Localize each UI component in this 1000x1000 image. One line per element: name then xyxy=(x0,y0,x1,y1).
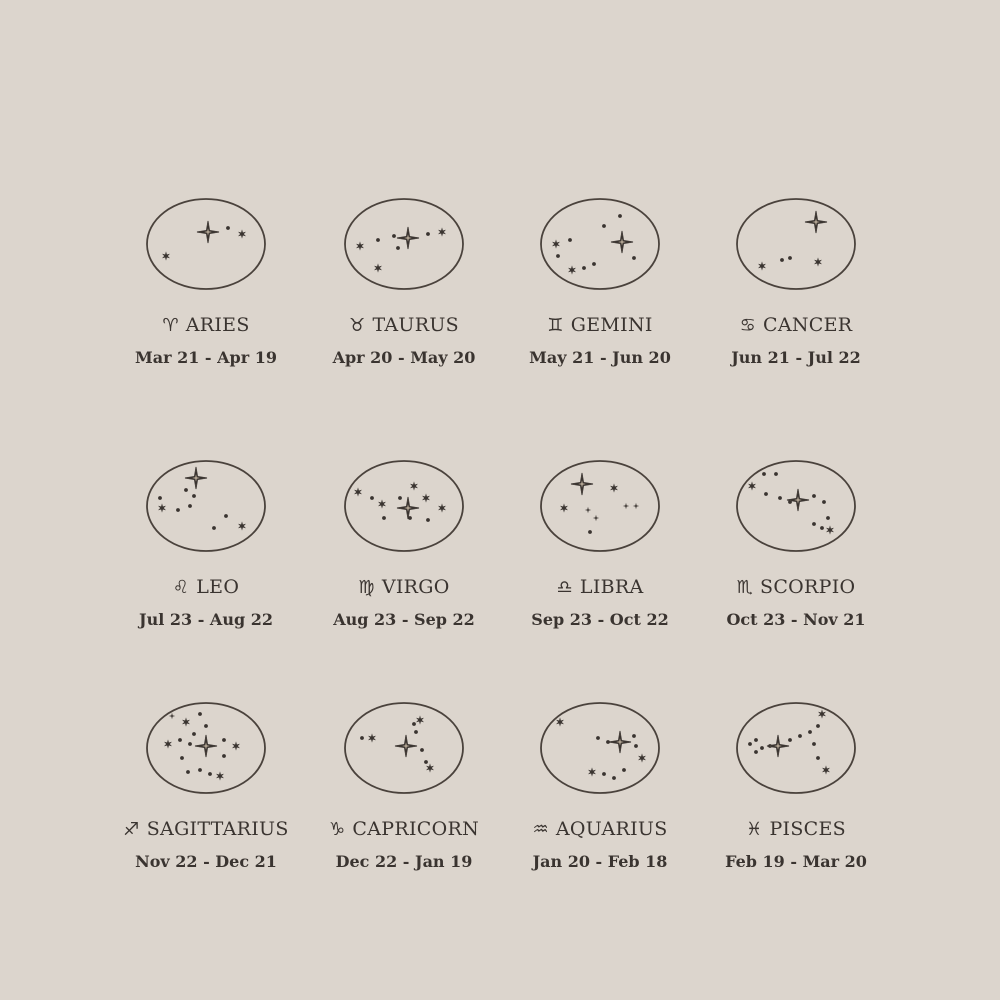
star-small xyxy=(438,227,446,236)
star-dot xyxy=(376,238,380,242)
constellation-frame xyxy=(737,199,855,289)
star-small xyxy=(374,263,382,272)
sign-dates: Jul 23 - Aug 22 xyxy=(139,610,273,629)
sign-label xyxy=(696,314,896,336)
constellation-sagittarius xyxy=(144,700,268,796)
star-dot xyxy=(788,256,792,260)
sign-dates: Jan 20 - Feb 18 xyxy=(532,852,668,871)
star-bright xyxy=(767,735,789,757)
star-dot xyxy=(212,526,216,530)
star-dot xyxy=(760,746,764,750)
star-bright xyxy=(609,731,631,753)
sign-name: PISCES xyxy=(769,818,846,840)
star-bright xyxy=(195,735,217,757)
constellation-cancer xyxy=(734,196,858,292)
star-tiny xyxy=(585,507,591,513)
zodiac-card-libra xyxy=(500,458,720,658)
constellation-frame xyxy=(541,703,659,793)
constellation-frame xyxy=(147,461,265,551)
star-dot xyxy=(612,776,616,780)
sign-name: SCORPIO xyxy=(760,576,856,598)
star-dot xyxy=(764,492,768,496)
capricorn-symbol-icon: ♑ xyxy=(328,819,346,840)
star-dot xyxy=(424,760,428,764)
star-dot xyxy=(582,266,586,270)
sign-dates: May 21 - Jun 20 xyxy=(529,348,671,367)
zodiac-card-cancer xyxy=(696,196,916,396)
star-dot xyxy=(808,730,812,734)
star-dot xyxy=(826,516,830,520)
sign-dates: Apr 20 - May 20 xyxy=(332,348,476,367)
star-dot xyxy=(812,522,816,526)
star-dot xyxy=(158,496,162,500)
aries-symbol-icon: ♈ xyxy=(162,315,179,336)
sagittarius-symbol-icon: ♐ xyxy=(123,819,140,840)
star-small xyxy=(438,503,446,512)
gemini-symbol-icon: ♊ xyxy=(547,315,564,336)
star-dot xyxy=(188,504,192,508)
star-dot xyxy=(812,742,816,746)
virgo-symbol-icon: ♍ xyxy=(358,577,375,598)
zodiac-card-aquarius xyxy=(500,700,720,900)
star-small xyxy=(216,771,224,780)
sign-name: CANCER xyxy=(763,314,853,336)
star-dot xyxy=(222,754,226,758)
star-dot xyxy=(618,214,622,218)
star-small xyxy=(568,265,576,274)
star-tiny xyxy=(623,503,629,509)
constellation-frame xyxy=(541,461,659,551)
star-small xyxy=(162,251,170,260)
sign-name: LIBRA xyxy=(579,576,644,598)
star-dot xyxy=(222,738,226,742)
star-dot xyxy=(812,494,816,498)
zodiac-card-taurus xyxy=(304,196,524,396)
star-tiny xyxy=(593,515,599,521)
star-small xyxy=(238,229,246,238)
sign-label xyxy=(500,818,700,840)
libra-symbol-icon: ♎ xyxy=(556,577,573,598)
star-small xyxy=(588,767,596,776)
sign-dates: Sep 23 - Oct 22 xyxy=(531,610,669,629)
star-dot xyxy=(184,488,188,492)
constellation-capricorn xyxy=(342,700,466,796)
star-dot xyxy=(408,516,412,520)
zodiac-card-capricorn xyxy=(304,700,524,900)
star-dot xyxy=(634,744,638,748)
sign-name: TAURUS xyxy=(372,314,459,336)
star-dot xyxy=(398,496,402,500)
star-dot xyxy=(426,232,430,236)
constellation-frame xyxy=(345,703,463,793)
star-dot xyxy=(192,732,196,736)
star-dot xyxy=(774,472,778,476)
star-small xyxy=(232,741,240,750)
star-dot xyxy=(778,496,782,500)
star-small xyxy=(560,503,568,512)
star-dot xyxy=(208,772,212,776)
sign-name: LEO xyxy=(196,576,240,598)
sign-dates: Nov 22 - Dec 21 xyxy=(135,852,277,871)
star-dot xyxy=(198,712,202,716)
sign-dates: Mar 21 - Apr 19 xyxy=(135,348,277,367)
star-small xyxy=(182,717,190,726)
star-dot xyxy=(632,256,636,260)
constellation-aries xyxy=(144,196,268,292)
star-dot xyxy=(568,238,572,242)
star-bright xyxy=(611,231,633,253)
sign-label xyxy=(696,818,896,840)
star-dot xyxy=(602,224,606,228)
constellation-libra xyxy=(538,458,662,554)
sign-name: CAPRICORN xyxy=(352,818,480,840)
taurus-symbol-icon: ♉ xyxy=(349,315,366,336)
star-dot xyxy=(556,254,560,258)
star-small xyxy=(638,753,646,762)
star-dot xyxy=(788,738,792,742)
sign-dates: Oct 23 - Nov 21 xyxy=(726,610,866,629)
star-dot xyxy=(176,508,180,512)
star-dot xyxy=(226,226,230,230)
star-small xyxy=(426,763,434,772)
star-dot xyxy=(754,750,758,754)
zodiac-card-sagittarius xyxy=(106,700,326,900)
star-dot xyxy=(426,518,430,522)
star-dot xyxy=(588,530,592,534)
star-bright xyxy=(805,211,827,233)
scorpio-symbol-icon: ♏ xyxy=(736,577,754,598)
star-small xyxy=(410,481,418,490)
star-dot xyxy=(622,768,626,772)
star-small xyxy=(818,709,826,718)
sign-dates: Jun 21 - Jul 22 xyxy=(731,348,861,367)
star-tiny xyxy=(169,713,175,719)
star-small xyxy=(378,499,386,508)
star-dot xyxy=(420,748,424,752)
zodiac-card-virgo xyxy=(304,458,524,658)
star-bright xyxy=(787,489,809,511)
star-bright xyxy=(185,467,207,489)
constellation-virgo xyxy=(342,458,466,554)
zodiac-card-scorpio xyxy=(696,458,916,658)
sign-label xyxy=(304,576,504,598)
star-dot xyxy=(178,738,182,742)
star-dot xyxy=(204,724,208,728)
star-dot xyxy=(180,756,184,760)
star-dot xyxy=(414,730,418,734)
sign-label xyxy=(106,576,306,598)
star-dot xyxy=(412,722,416,726)
star-dot xyxy=(592,262,596,266)
star-small xyxy=(354,487,362,496)
star-dot xyxy=(360,736,364,740)
star-bright xyxy=(571,473,593,495)
zodiac-card-pisces xyxy=(696,700,916,900)
star-dot xyxy=(754,738,758,742)
star-dot xyxy=(192,494,196,498)
star-dot xyxy=(596,736,600,740)
sign-label xyxy=(500,576,700,598)
star-dot xyxy=(602,772,606,776)
star-small xyxy=(610,483,618,492)
sign-label xyxy=(106,314,306,336)
sign-dates: Aug 23 - Sep 22 xyxy=(333,610,475,629)
star-dot xyxy=(188,742,192,746)
star-small xyxy=(758,261,766,270)
sign-name: SAGITTARIUS xyxy=(146,818,289,840)
star-small xyxy=(416,715,424,724)
star-small xyxy=(356,241,364,250)
star-small xyxy=(552,239,560,248)
sign-label xyxy=(500,314,700,336)
sign-name: AQUARIUS xyxy=(555,818,668,840)
aquarius-symbol-icon: ♒ xyxy=(532,819,549,840)
constellation-gemini xyxy=(538,196,662,292)
sign-label xyxy=(106,818,306,840)
constellation-taurus xyxy=(342,196,466,292)
star-dot xyxy=(382,516,386,520)
star-dot xyxy=(392,234,396,238)
constellation-aquarius xyxy=(538,700,662,796)
star-dot xyxy=(186,770,190,774)
sign-label xyxy=(304,314,504,336)
star-small xyxy=(164,739,172,748)
star-bright xyxy=(197,221,219,243)
constellation-frame xyxy=(737,461,855,551)
star-dot xyxy=(198,768,202,772)
constellation-scorpio xyxy=(734,458,858,554)
star-dot xyxy=(798,734,802,738)
star-dot xyxy=(748,742,752,746)
sign-name: GEMINI xyxy=(570,314,653,336)
constellation-frame xyxy=(541,199,659,289)
star-small xyxy=(238,521,246,530)
constellation-frame xyxy=(147,199,265,289)
star-dot xyxy=(396,246,400,250)
star-dot xyxy=(780,258,784,262)
star-dot xyxy=(820,526,824,530)
star-small xyxy=(422,493,430,502)
star-bright xyxy=(397,497,419,519)
constellation-frame xyxy=(345,199,463,289)
star-dot xyxy=(370,496,374,500)
star-dot xyxy=(816,756,820,760)
star-dot xyxy=(762,472,766,476)
sign-name: ARIES xyxy=(185,314,250,336)
sign-dates: Dec 22 - Jan 19 xyxy=(335,852,473,871)
sign-label xyxy=(304,818,504,840)
sign-name: VIRGO xyxy=(381,576,450,598)
constellation-frame xyxy=(737,703,855,793)
cancer-symbol-icon: ♋ xyxy=(739,315,757,336)
star-dot xyxy=(822,500,826,504)
pisces-symbol-icon: ♓ xyxy=(746,819,763,840)
star-small xyxy=(748,481,756,490)
star-small xyxy=(822,765,830,774)
star-small xyxy=(826,525,834,534)
star-small xyxy=(556,717,564,726)
star-small xyxy=(158,503,166,512)
star-tiny xyxy=(633,503,639,509)
zodiac-card-leo xyxy=(106,458,326,658)
sign-dates: Feb 19 - Mar 20 xyxy=(725,852,867,871)
zodiac-card-aries xyxy=(106,196,326,396)
star-dot xyxy=(816,724,820,728)
constellation-leo xyxy=(144,458,268,554)
leo-symbol-icon: ♌ xyxy=(172,577,190,598)
constellation-pisces xyxy=(734,700,858,796)
star-dot xyxy=(224,514,228,518)
star-small xyxy=(814,257,822,266)
star-bright xyxy=(397,227,419,249)
sign-label xyxy=(696,576,896,598)
star-dot xyxy=(632,734,636,738)
zodiac-card-gemini xyxy=(500,196,720,396)
star-small xyxy=(368,733,376,742)
star-bright xyxy=(395,735,417,757)
